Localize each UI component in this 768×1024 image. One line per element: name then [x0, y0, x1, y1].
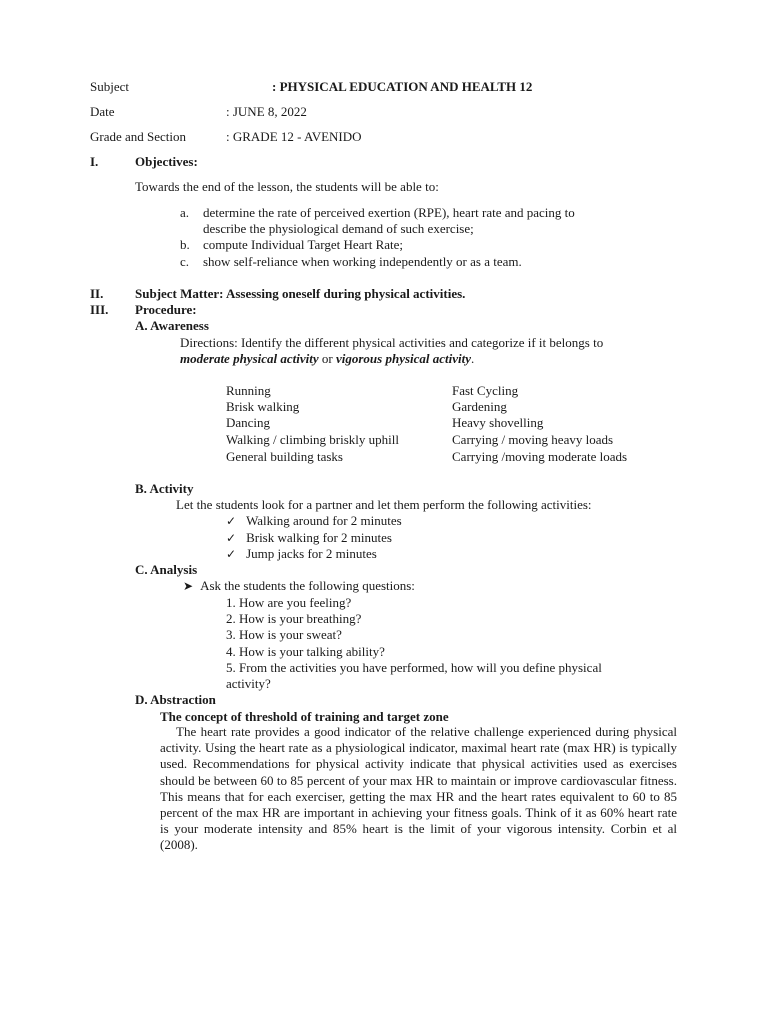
activity-list-item: Dancing [226, 415, 271, 430]
subject-label: Subject [90, 79, 129, 94]
awareness-categories [180, 351, 474, 367]
activity-intro: Let the students look for a partner and let them perform the following activities: [176, 497, 592, 512]
arrow-bullet-icon: ➤ [183, 579, 194, 593]
abstraction-title: D. Abstraction [135, 692, 216, 707]
activity-list-item: Heavy shovelling [452, 415, 544, 430]
objectives-intro: Towards the end of the lesson, the students will be able to: [135, 179, 439, 194]
activity-item [226, 513, 402, 529]
analysis-question: 1. How are you feeling? [226, 595, 352, 610]
procedure-title: Procedure: [135, 302, 197, 317]
activity-list-item: Brisk walking [226, 399, 300, 414]
activity-list-item: Gardening [452, 399, 507, 414]
analysis-question: 2. How is your breathing? [226, 611, 362, 626]
subject-value: : PHYSICAL EDUCATION AND HEALTH 12 [272, 79, 533, 94]
procedure-numeral: III. [90, 302, 109, 317]
moderate-category: moderate physical activity [180, 351, 319, 366]
check-icon: ✓ [226, 531, 237, 545]
check-icon: ✓ [226, 547, 237, 561]
abstraction-paragraph: The heart rate provides a good indicator of the relative challenge experienced during physical activity. Using the heart rate as a physiological indicator, maximal heart rate (max HR) is typically used. Recommendations for physical activity indicate that physical activities used as exercises should be between 60 to 85 percent of your max HR to maintain or improve cardiovascular fitness. This means that for each exerciser, getting the max HR and the heart rates equivalent to 60 to 85 percent of the max HR are important in achieving your fitness goals. Think of it as 60% heart rate is your moderate intensity and 85% heart is the limit of your vigorous intensity. Corbin et al (2008). [160, 724, 677, 853]
awareness-directions: Directions: Identify the different physical activities and categorize if it belongs to [180, 335, 604, 350]
activity-list-item: Walking / climbing briskly uphill [226, 432, 399, 447]
activity-title: B. Activity [135, 481, 194, 496]
analysis-question: 3. How is your sweat? [226, 627, 342, 642]
analysis-question: 5. From the activities you have performed, how will you define physical [226, 660, 602, 675]
subject-matter-text: Subject Matter: Assessing oneself during physical activities. [135, 286, 466, 301]
objectives-title: Objectives: [135, 154, 198, 169]
activity-list-item: General building tasks [226, 449, 343, 464]
grade-value: : GRADE 12 - AVENIDO [226, 129, 362, 144]
grade-label: Grade and Section [90, 129, 187, 144]
objective-item: compute Individual Target Heart Rate; [203, 237, 404, 252]
awareness-title: A. Awareness [135, 318, 209, 333]
check-icon: ✓ [226, 514, 237, 528]
abstraction-subtitle: The concept of threshold of training and target zone [160, 709, 449, 724]
activity-list-item: Fast Cycling [452, 383, 519, 398]
objective-item: determine the rate of perceived exertion (RPE), heart rate and pacing to [203, 205, 575, 220]
activity-item [226, 546, 377, 562]
date-label: Date [90, 104, 115, 119]
objective-item-cont: describe the physiological demand of such exercise; [203, 221, 474, 236]
date-value: : JUNE 8, 2022 [226, 104, 307, 119]
analysis-title: C. Analysis [135, 562, 198, 577]
objectives-numeral: I. [90, 154, 99, 169]
objective-item: show self-reliance when working independently or as a team. [203, 254, 522, 269]
or-text: or [318, 351, 336, 366]
activity-list-item: Running [226, 383, 271, 398]
objective-marker: c. [180, 254, 190, 269]
activity-item-label: Walking around for 2 minutes [246, 513, 402, 528]
analysis-question-cont: activity? [226, 676, 271, 691]
activity-list-item: Carrying /moving moderate loads [452, 449, 628, 464]
analysis-intro-row [183, 578, 415, 594]
vigorous-category: vigorous physical activity [335, 351, 472, 366]
activity-item [226, 530, 392, 546]
subject-matter-numeral: II. [90, 286, 104, 301]
activity-item-label: Brisk walking for 2 minutes [246, 530, 392, 545]
analysis-intro: Ask the students the following questions: [200, 578, 415, 593]
objective-marker: b. [180, 237, 190, 252]
period-text: . [471, 351, 475, 366]
analysis-question: 4. How is your talking ability? [226, 644, 385, 659]
activity-item-label: Jump jacks for 2 minutes [246, 546, 377, 561]
activity-list-item: Carrying / moving heavy loads [452, 432, 614, 447]
objective-marker: a. [180, 205, 190, 220]
